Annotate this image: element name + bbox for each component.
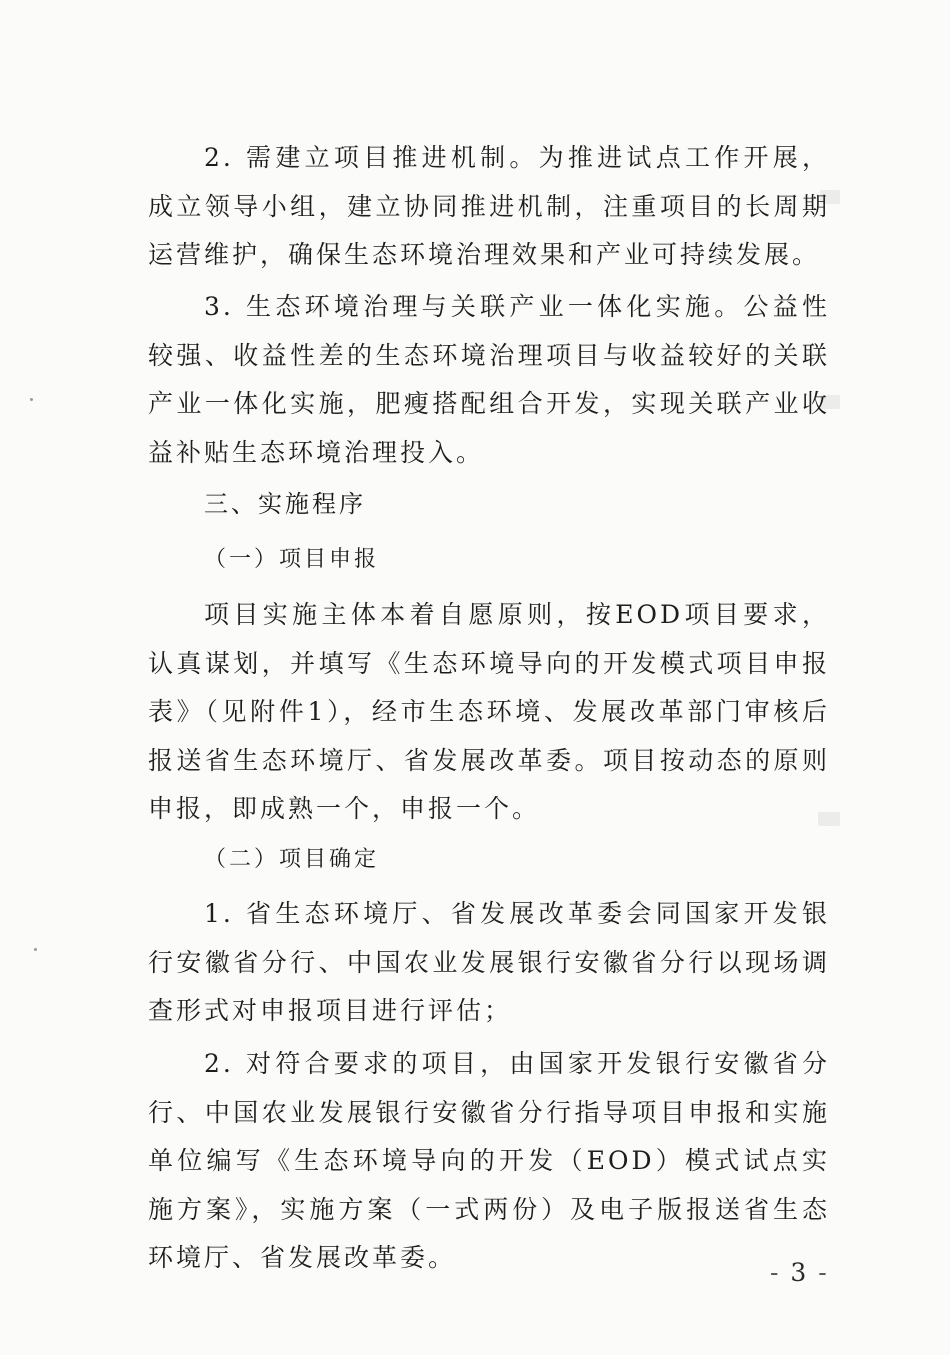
subsection-title-application: （一）项目申报 bbox=[204, 547, 380, 572]
paragraph-mechanism: 2. 需建立项目推进机制。为推进试点工作开展，成立领导小组，建立协同推进机制，注重项目的长周期运营维护，确保生态环境治理效果和产业可持续发展。 bbox=[148, 143, 830, 269]
paragraph-application: 项目实施主体本着自愿原则，按EOD项目要求，认真谋划，并填写《生态环境导向的开发模式项目申报表》（见附件1），经市生态环境、发展改革部门审核后报送省生态环境厅、省发展改革委。项目按动态的原则申报，即成熟一个，申报一个。 bbox=[148, 600, 830, 823]
subsection-title-confirmation: （二）项目确定 bbox=[204, 847, 380, 872]
paragraph-evaluation: 1. 省生态环境厅、省发展改革委会同国家开发银行安徽省分行、中国农业发展银行安徽省分行以现场调查形式对申报项目进行评估； bbox=[148, 899, 830, 1025]
page-number-dash-right: - bbox=[808, 1258, 829, 1287]
edge-speck bbox=[34, 948, 37, 951]
paragraph-implementation-plan: 2. 对符合要求的项目，由国家开发银行安徽省分行、中国农业发展银行安徽省分行指导项目申报和实施单位编写《生态环境导向的开发（EOD）模式试点实施方案》，实施方案（一式两份）及电子版报送省生态环境厅、省发展改革委。 bbox=[148, 1049, 830, 1272]
page-number bbox=[770, 1258, 829, 1287]
page-number-value: 3 bbox=[790, 1258, 809, 1287]
edge-speck bbox=[30, 398, 33, 401]
page-number-dash-left: - bbox=[770, 1258, 791, 1287]
section-title: 三、实施程序 bbox=[204, 490, 366, 518]
paragraph-integration: 3. 生态环境治理与关联产业一体化实施。公益性较强、收益性差的生态环境治理项目与收益较好的关联产业一体化实施，肥瘦搭配组合开发，实现关联产业收益补贴生态环境治理投入。 bbox=[148, 292, 830, 467]
